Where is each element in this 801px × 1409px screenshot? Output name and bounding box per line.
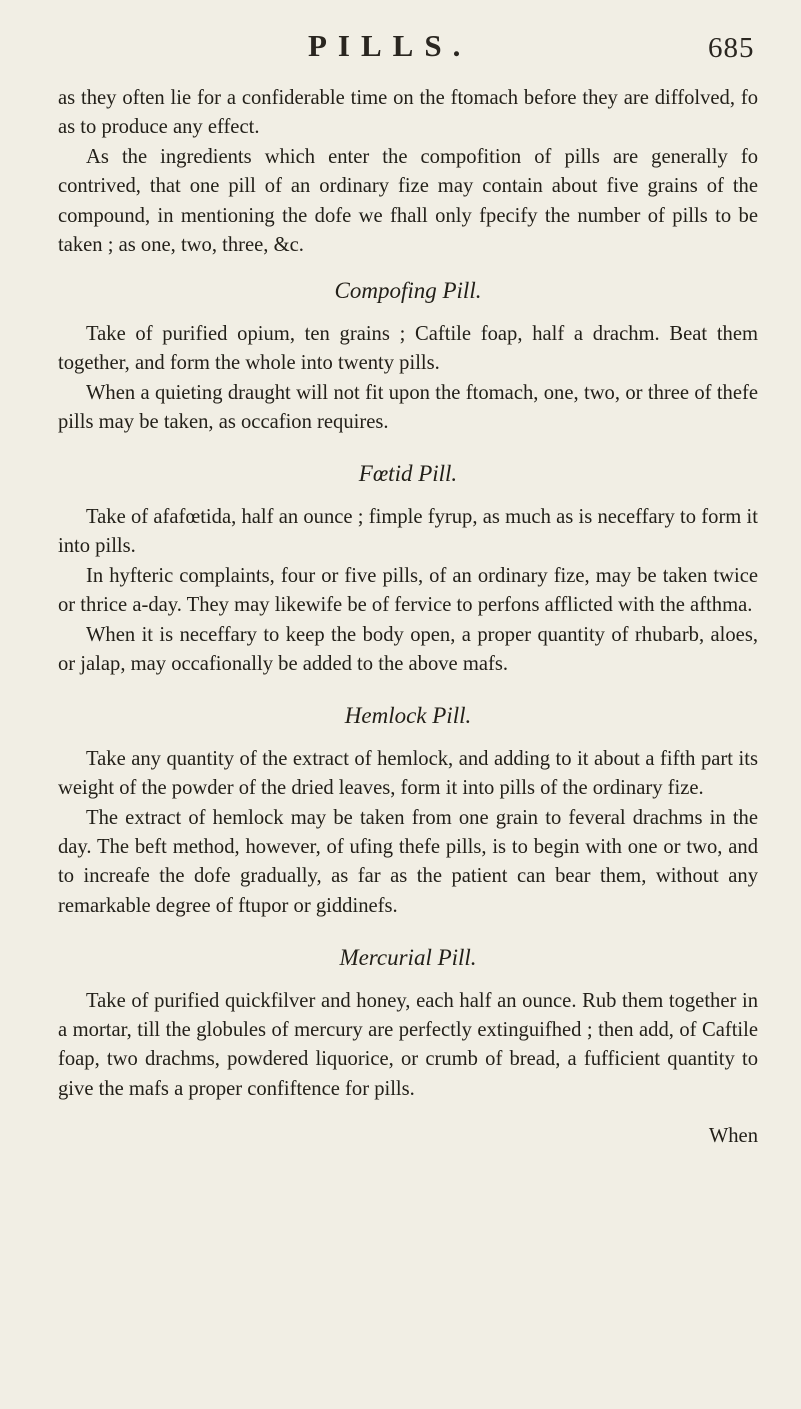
heading-composing-pill: Compofing Pill. (334, 278, 482, 304)
heading-foetid-pill: Fœtid Pill. (358, 461, 458, 487)
page-number: 685 (708, 32, 755, 64)
hemlock-usage: The extract of hemlock may be taken from one grain to feveral drachms in the day. The beft method, however, of ufing thefe pills, is to begin with one or two, and to increafe the dofe gradually, as far as the patient can bear them, without any remarkable degree of ftupor or giddinefs. (58, 806, 758, 917)
foetid-additions: When it is neceffary to keep the body open, a proper quantity of rhubarb, aloes, or jalap, may occafionally be added to the above mafs. (58, 623, 758, 675)
heading-mercurial-pill: Mercurial Pill. (339, 945, 477, 971)
foetid-recipe: Take of afafœtida, half an ounce ; fimple fyrup, as much as is neceffary to form it into pills. (58, 505, 758, 558)
running-head (0, 22, 801, 72)
mercurial-recipe: Take of purified quickfilver and honey, each half an ounce. Rub them together in a mortar, till the globules of mercury are perfectly extinguifhed ; then add, of Caftile foap, two drachms, powdered liquorice, or crumb of bread, a fufficient quantity to give the mafs a proper confiftence for pills. (58, 989, 758, 1100)
body-text (58, 84, 758, 1152)
foetid-usage: In hyfteric complaints, four or five pills, of an ordinary fize, may be taken twice or thrice a-day. They may likewife be of fervice to perfons afflicted with the afthma. (58, 564, 758, 617)
hemlock-recipe: Take any quantity of the extract of hemlock, and adding to it about a fifth part its weight of the powder of the dried leaves, form it into pills of the ordinary fize. (58, 747, 758, 800)
running-title: PILLS. (308, 28, 472, 63)
heading-hemlock-pill: Hemlock Pill. (344, 703, 472, 729)
catchword: When (708, 1125, 758, 1148)
composing-recipe: Take of purified opium, ten grains ; Caftile foap, half a drachm. Beat them together, and form the whole into twenty pills. (58, 322, 758, 375)
intro-continuation: as they often lie for a confiderable time on the ftomach before they are diffolved, fo as to produce any effect. (58, 87, 758, 139)
intro-paragraph: As the ingredients which enter the compofition of pills are generally fo contrived, that one pill of an ordinary fize may contain about five grains of the compound, in mentioning the dofe we fhall only fpecify the number of pills to be taken ; as one, two, three, &c. (58, 145, 758, 257)
composing-usage: When a quieting draught will not fit upon the ftomach, one, two, or three of thefe pills may be taken, as occafion requires. (58, 381, 758, 434)
